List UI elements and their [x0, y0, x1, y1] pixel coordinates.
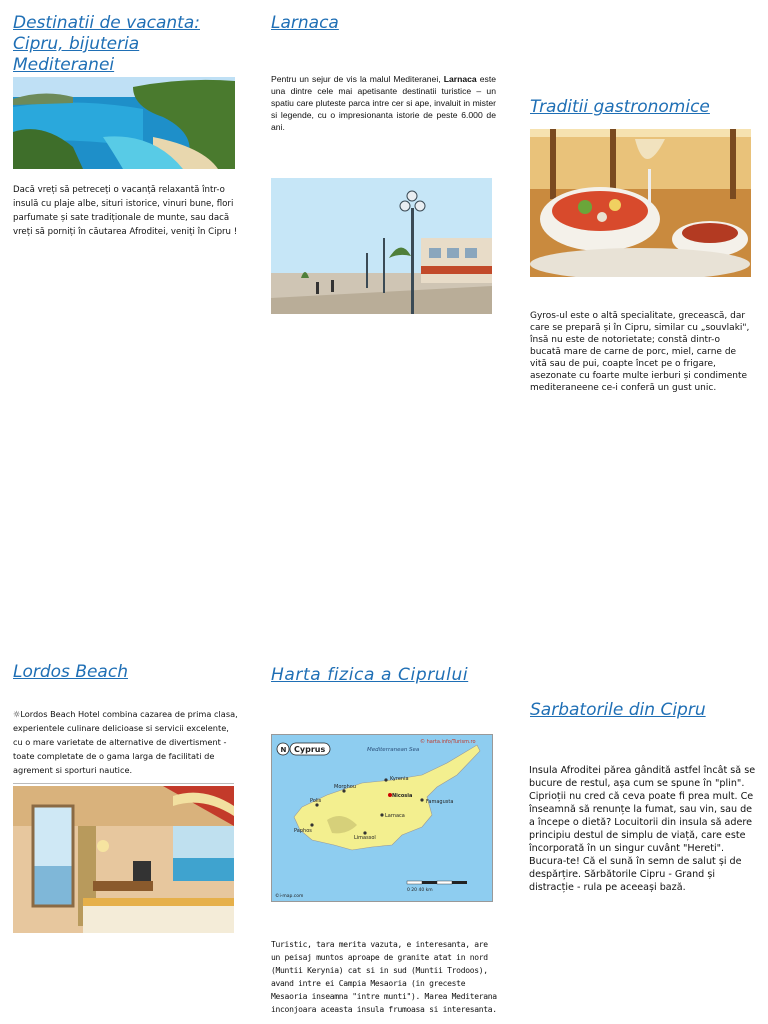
text-harta: Turistic, tara merita vazuta, e interesanta, are un peisaj muntos aproape de granite atat in nord (Muntii Kerynia) cat si in sud (Muntii Trodoos), avand intre ei Campia Mesaoria (in greceste Mesaoria inseamna "intre munti"). Marea Mediterana inconjoara aceasta insula frumoasa si interesanta.: [271, 940, 497, 1014]
map-credit: ©i-map.com: [275, 894, 304, 899]
hotel-room-photo: [13, 786, 234, 933]
food-photo: [530, 129, 751, 277]
larnaca-promenade-photo: [271, 178, 492, 314]
title-sarbatori[interactable]: Sarbatorile din Cipru: [530, 700, 706, 720]
map-scale: 0 20 40 km: [407, 888, 433, 893]
cyprus-map: [271, 734, 493, 902]
title-lordos[interactable]: Lordos Beach: [13, 662, 128, 682]
beach-photo: [13, 77, 235, 169]
text-larnaca-bold: Larnaca: [443, 74, 477, 84]
map-sea-label: Mediterranean Sea: [367, 747, 420, 753]
text-larnaca: Pentru un sejur de vis la malul Mediteranei, Larnaca este una dintre cele mai apetisante destinatii turistice – un spatiu care pluteste parca intre cer si ape, invaluit in mister si legende, cu o impresionanta istorie de peste 6.000 de ani.: [271, 74, 496, 132]
text-lordos: ☼Lordos Beach Hotel combina cazarea de prima clasa, experientele culinare delicioase si servicii excelente, cu o mare varietate de alternative de divertisment - toate completate de o gama larga de facilitati de agrement si sporturi nautice.: [13, 709, 238, 775]
text-destinatii: Dacă vreți să petreceți o vacanță relaxantă într-o insulă cu plaje albe, situri istorice, vinuri bune, flori parfumate și sate tradiționale de munte, sau dacă vreți să porniți în căutarea Afroditei, veniți în Cipru !: [13, 185, 238, 237]
text-sarbatori: Insula Afroditei părea gândită astfel încât să se bucure de restul, așa cum se spune în "plin". Ciprioții nu cred că ceva poate fi prea mult. Ce înseamnă să renunțe la fumat, sau vin, sau de a începe o dietă? Locuitorii din insula să adere principiu destul de simplu de viață, care este încorporată în un singur cuvânt "Hereti". Bucura-te! Că el sună în semn de salut și de despărțire. Sărbătorile Cipru - Grand și distracție - rula pe aceeași bază.: [529, 765, 756, 893]
map-city-larnaca: Larnaca: [385, 813, 405, 819]
text-traditii: Gyros-ul este o altă specialitate, grecească, dar care se prepară și în Cipru, similar cu „souvlaki", însă nu este de notorietate; constă dintr-o bucată mare de carne de porc, miel, carne de vită sau de pui, coapte încet pe o frigare, asezonate cu foarte multe ierburi și condimente mediteraneene ce-i conferă un gust unic.: [530, 311, 750, 393]
map-city-polis: Polis: [310, 798, 322, 804]
map-city-limassol: Limassol: [354, 835, 376, 841]
map-city-paphos: Paphos: [294, 828, 312, 834]
map-city-kyrenia: Kyrenia: [390, 776, 409, 782]
title-larnaca[interactable]: Larnaca: [271, 13, 339, 33]
map-city-famagusta: Famagusta: [426, 799, 454, 805]
map-watermark: © harta.info/Turism.ro: [420, 739, 476, 745]
map-country-label: Cyprus: [294, 745, 326, 754]
title-harta[interactable]: Harta fizica a Ciprului: [271, 665, 469, 685]
map-city-morphou: Morphou: [334, 784, 356, 790]
title-destinatii[interactable]: Destinatii de vacanta: Cipru, bijuteria Mediteranei: [13, 13, 200, 75]
title-traditii[interactable]: Traditii gastronomice: [530, 97, 710, 117]
divider-line: [13, 783, 234, 784]
map-city-nicosia: Nicosia: [392, 793, 413, 799]
map-north-badge: N: [280, 746, 287, 754]
